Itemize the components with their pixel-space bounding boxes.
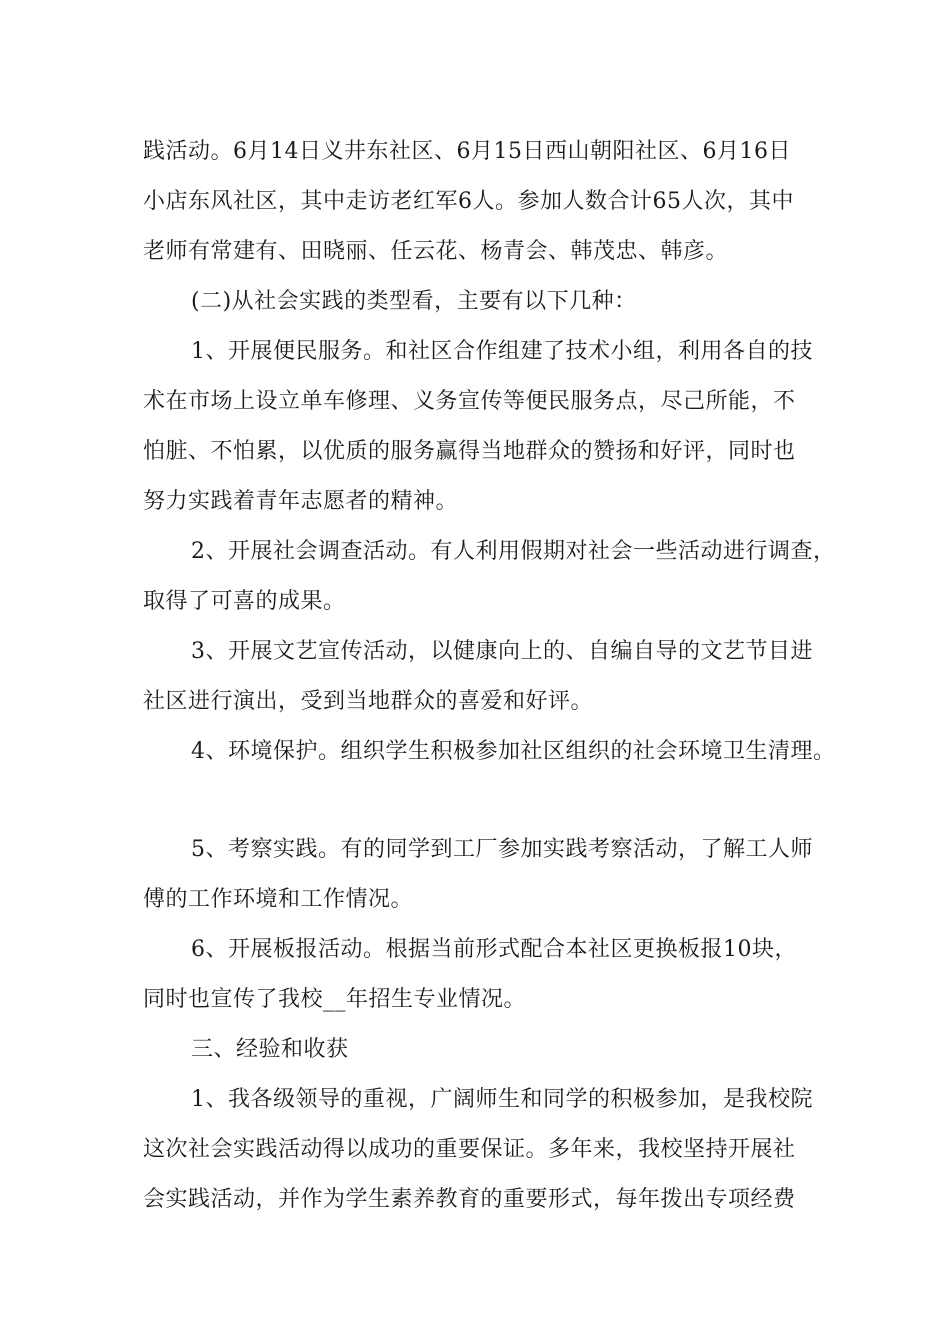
text-line: 努力实践着青年志愿者的精神。 [143, 489, 459, 514]
text-line: 会实践活动，并作为学生素养教育的重要形式，每年拨出专项经费 [143, 1187, 796, 1212]
text-line: 2、开展社会调查活动。有人利用假期对社会一些活动进行调查， [191, 539, 836, 564]
text-line: 老师有常建有、田晓丽、任云花、杨青会、韩茂忠、韩彦。 [143, 239, 729, 264]
text-line: 3、开展文艺宣传活动，以健康向上的、自编自导的文艺节目进 [191, 639, 813, 664]
text-line: 术在市场上设立单车修理、义务宣传等便民服务点，尽己所能，不 [143, 389, 796, 414]
text-line: 同时也宣传了我校__年招生专业情况。 [143, 987, 527, 1012]
text-line: 5、考察实践。有的同学到工厂参加实践考察活动，了解工人师 [191, 837, 813, 862]
text-line: 取得了可喜的成果。 [143, 589, 346, 614]
text-line: 6、开展板报活动。根据当前形式配合本社区更换板报10块， [191, 937, 797, 962]
text-line: 4、环境保护。组织学生积极参加社区组织的社会环境卫生清理。 [191, 739, 836, 764]
text-line: 这次社会实践活动得以成功的重要保证。多年来，我校坚持开展社 [143, 1137, 796, 1162]
section-heading: (二)从社会实践的类型看，主要有以下几种： [191, 289, 637, 314]
section-heading: 三、经验和收获 [191, 1037, 349, 1062]
text-line: 小店东风社区，其中走访老红军6人。参加人数合计65人次，其中 [143, 189, 794, 214]
text-line: 傅的工作环境和工作情况。 [143, 887, 414, 912]
text-line: 1、开展便民服务。和社区合作组建了技术小组，利用各自的技 [191, 339, 813, 364]
text-line: 社区进行演出，受到当地群众的喜爱和好评。 [143, 689, 594, 714]
text-line: 怕脏、不怕累，以优质的服务赢得当地群众的赞扬和好评，同时也 [143, 439, 796, 464]
text-line: 1、我各级领导的重视，广阔师生和同学的积极参加，是我校院 [191, 1087, 813, 1112]
text-line: 践活动。6月14日义井东社区、6月15日西山朝阳社区、6月16日 [143, 139, 791, 164]
